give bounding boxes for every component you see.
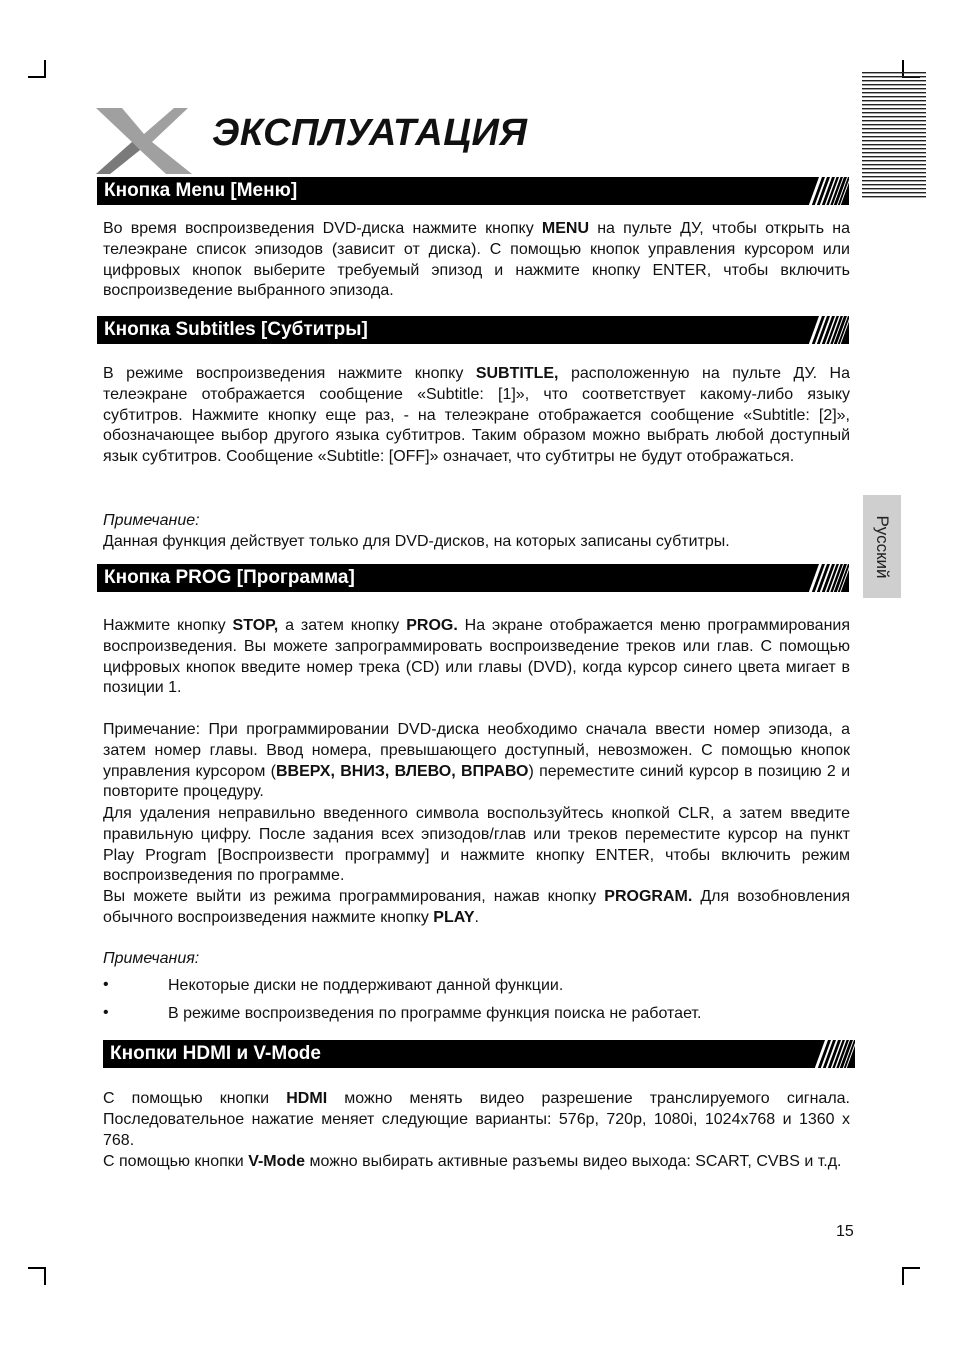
bullet-icon: • — [103, 976, 109, 993]
section-heading-subtitles — [97, 316, 849, 344]
list-item: Некоторые диски не поддерживают данной функции. — [168, 977, 564, 994]
section-heading-text: Кнопка Subtitles [Субтитры] — [104, 319, 368, 340]
text-run: Примечание: При программировании DVD-диска необходимо сначала ввести номер эпизода, а затем номер главы. Ввод номера, превышающего доступный, невозможен. С помощью кнопок управления курсором ( — [103, 721, 850, 780]
prog-paragraph-4 — [103, 887, 850, 929]
prog-paragraph-2 — [103, 720, 850, 803]
section-heading-menu — [97, 177, 849, 205]
subtitles-paragraph — [103, 364, 850, 468]
text-run-bold: SUBTITLE, — [475, 365, 559, 382]
hatch-icon — [809, 564, 849, 592]
language-tab — [863, 495, 901, 598]
text-run-bold: V-Mode — [248, 1153, 306, 1170]
text-run: можно менять видео разрешение транслируемого сигнала. Последовательное нажатие меняет следующие варианты: 576p, 720p, 1080i, 1024x768 и 1360 x 768. — [103, 1090, 851, 1149]
prog-paragraph-1 — [103, 616, 850, 699]
hatch-icon — [809, 316, 849, 344]
text-run: а затем кнопку — [278, 617, 407, 634]
text-run-bold: MENU — [541, 220, 590, 237]
text-run: . — [474, 908, 479, 926]
hatch-icon — [809, 177, 849, 205]
text-run: Для возобновления обычного воспроизведения нажмите кнопку — [103, 888, 851, 926]
subtitles-note-text: Данная функция действует только для DVD-дисков, на которых записаны субтитры. — [103, 533, 730, 550]
subtitles-note-label: Примечание: — [103, 512, 200, 529]
crop-mark-icon — [902, 1267, 920, 1269]
prog-paragraph-3: Для удаления неправильно введенного символа воспользуйтесь кнопкой CLR, а затем введите правильную цифру. После задания всех эпизодов/глав или треков переместите курсор на пункт Play Program [Воспроизвести программу] и нажмите кнопку ENTER, чтобы включить режим воспроизведения по программе. — [103, 805, 850, 885]
crop-mark-icon — [902, 1267, 904, 1285]
text-run: ) переместите синий курсор в позицию 2 и повторите процедуру. — [103, 762, 851, 801]
section-heading-prog — [97, 564, 849, 592]
section-heading-text: Кнопка Menu [Меню] — [104, 180, 298, 201]
section-heading-text: Кнопки HDMI и V-Mode — [110, 1043, 321, 1064]
text-run: На экране отображается меню программирования воспроизведения. Вы можете запрограммировать воспроизведение треков или глав. С помощью цифровых кнопок введите номер трека (CD) или главы (DVD), когда курсор синего цвета мигает в позиции 1. — [103, 617, 851, 697]
text-run-bold: PROGRAM. — [604, 888, 693, 905]
text-run: расположенную на пульте ДУ. На телеэкране отображается сообщение «Subtitle: [1]», что соответствует какому-либо языку субтитров. Нажмите кнопку еще раз, - на телеэкране отображается сообщение «Subtitle: [2]», обозначающее выбор другого языка субтитров. Таким образом можно выбрать любой доступный язык субтитров. Сообщение «Subtitle: [OFF]» означает, что субтитры не будут отображаться. — [103, 365, 850, 466]
bullet-icon: • — [103, 1004, 109, 1021]
hdmi-paragraph-1 — [103, 1089, 850, 1151]
text-run: можно выбирать активные разъемы видео выхода: SCART, CVBS и т.д. — [305, 1153, 842, 1170]
text-run: Вы можете выйти из режима программирования, нажав кнопку — [103, 888, 605, 905]
text-run-bold: PROG. — [406, 617, 458, 634]
section-heading-hdmi — [103, 1040, 855, 1068]
list-item: В режиме воспроизведения по программе функция поиска не работает. — [168, 1005, 702, 1022]
language-tab-label: Русский — [873, 514, 892, 579]
crop-mark-icon — [28, 76, 46, 78]
text-run: С помощью кнопки — [103, 1153, 249, 1170]
text-run-bold: HDMI — [286, 1090, 328, 1107]
crop-mark-icon — [44, 1267, 46, 1285]
section-heading-text: Кнопка PROG [Программа] — [104, 567, 355, 588]
hdmi-paragraph-2 — [103, 1152, 850, 1173]
text-run: С помощью кнопки — [103, 1090, 287, 1107]
x-logo-icon — [92, 104, 196, 176]
text-run: на пульте ДУ, чтобы открыть на телеэкране список эпизодов (зависит от диска). С помощью кнопок управления курсором или цифровых кнопок выберите требуемый эпизод и нажмите кнопку ENTER, чтобы включить воспроизведение выбранного эпизода. — [103, 220, 851, 300]
text-run-bold: PLAY — [433, 908, 475, 926]
prog-notes-label: Примечания: — [103, 950, 200, 967]
text-run: Во время воспроизведения DVD-диска нажмите кнопку — [103, 220, 542, 237]
page-title: ЭКСПЛУАТАЦИЯ — [212, 112, 528, 154]
menu-paragraph — [103, 219, 850, 302]
stripes-icon — [862, 72, 926, 200]
text-run-bold: STOP, — [232, 617, 279, 634]
text-run: В режиме воспроизведения нажмите кнопку — [103, 365, 476, 382]
text-run-bold: ВВЕРХ, ВНИЗ, ВЛЕВО, ВПРАВО — [275, 762, 529, 780]
text-run: Нажмите кнопку — [103, 617, 233, 634]
hatch-icon — [815, 1040, 855, 1068]
page-number: 15 — [836, 1223, 854, 1240]
